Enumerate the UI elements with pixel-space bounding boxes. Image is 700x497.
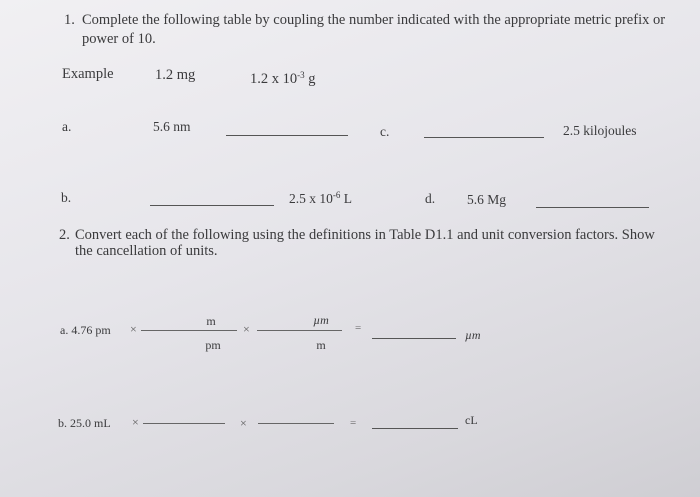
question-2-text-line1: Convert each of the following using the definitions in Table D1.1 and unit conversion factors. Show bbox=[75, 227, 655, 243]
row-c-answer-blank[interactable] bbox=[424, 137, 544, 138]
example-value: 1.2 mg bbox=[155, 67, 196, 83]
row-b-label: b. bbox=[61, 190, 72, 205]
conversion-b-times-2: × bbox=[240, 416, 247, 430]
conversion-a-factor-2-numerator[interactable]: µm bbox=[313, 313, 329, 327]
conversion-b-result-blank[interactable] bbox=[372, 428, 458, 429]
row-c-value: 2.5 kilojoules bbox=[563, 123, 637, 138]
conversion-a-factor-1-bar bbox=[141, 330, 237, 331]
row-b-value: 2.5 x $10^{-6}$ L bbox=[289, 190, 352, 206]
row-b-answer-blank[interactable] bbox=[150, 205, 274, 206]
row-d-label: d. bbox=[425, 191, 436, 206]
conversion-a-factor-1-numerator[interactable]: m bbox=[206, 314, 216, 328]
conversion-a-factor-1-denominator[interactable]: pm bbox=[205, 338, 221, 352]
question-1-text-line1: Complete the following table by coupling the number indicated with the appropriate metric prefix or bbox=[82, 12, 666, 28]
conversion-b-equals: = bbox=[350, 417, 357, 429]
conversion-a-factor-2-denominator[interactable]: m bbox=[316, 338, 326, 352]
question-2-text-line2: the cancellation of units. bbox=[75, 243, 218, 259]
question-1-number: 1. bbox=[64, 12, 75, 28]
question-1-text-line2: power of 10. bbox=[82, 31, 156, 47]
example-answer: 1.2 x $10^{-3}$ g bbox=[250, 70, 316, 87]
conversion-a-label: a. 4.76 pm bbox=[60, 323, 111, 337]
conversion-a-times-1: × bbox=[130, 322, 137, 336]
conversion-b-factor-1-bar[interactable] bbox=[143, 423, 225, 424]
conversion-a-factor-2-bar bbox=[257, 330, 342, 331]
conversion-a-equals: = bbox=[355, 322, 362, 334]
row-a-value: 5.6 nm bbox=[153, 119, 191, 134]
conversion-a-result-blank[interactable] bbox=[372, 338, 456, 339]
row-a-answer-blank[interactable] bbox=[226, 135, 348, 136]
conversion-a-times-2: × bbox=[243, 322, 250, 336]
row-d-answer-blank[interactable] bbox=[536, 207, 649, 208]
conversion-b-label: b. 25.0 mL bbox=[58, 416, 111, 430]
conversion-b-result-unit: cL bbox=[465, 413, 478, 427]
conversion-a-result-unit: µm bbox=[465, 328, 481, 342]
row-c-label: c. bbox=[380, 124, 390, 139]
conversion-b-times-1: × bbox=[132, 415, 139, 429]
row-d-value: 5.6 Mg bbox=[467, 192, 507, 207]
row-a-label: a. bbox=[62, 119, 72, 134]
conversion-b-factor-2-bar[interactable] bbox=[258, 423, 334, 424]
example-label: Example bbox=[62, 66, 114, 82]
question-2-number: 2. bbox=[59, 227, 70, 243]
